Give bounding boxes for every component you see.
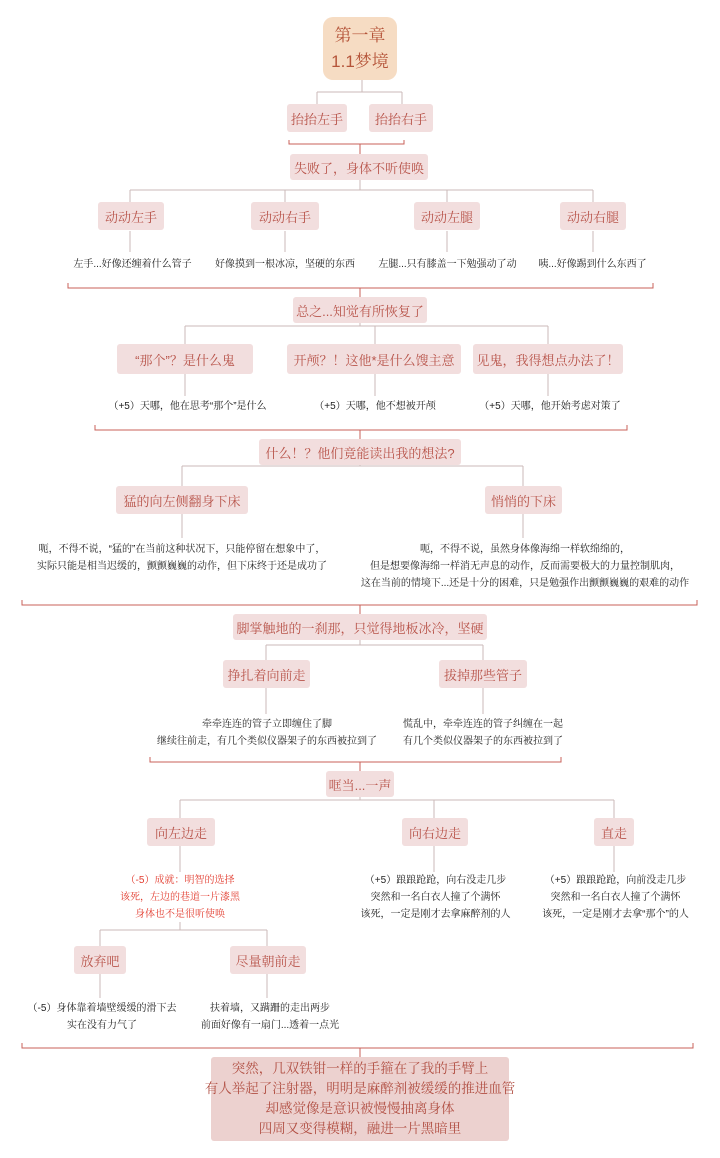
final-line-3: 却感觉像是意识被慢慢抽离身体 [265, 1101, 455, 1116]
note-go-straight: （+5）踉踉跄跄，向前没走几步 突然和一名白衣人撞了个满怀 该死，一定是刚才去拿“那个”的人 [542, 875, 689, 920]
node-roll-left: 猛的向左侧翻身下床 [116, 486, 248, 514]
note-go-right: （+5）踉踉跄跄，向右没走几步 突然和一名白衣人撞了个满怀 该死，一定是刚才去拿麻醉剂的人 [360, 875, 511, 920]
node-pull-tubes: 拔掉那些管子 [439, 660, 527, 688]
node-move-left-leg: 动动左腿 [414, 202, 480, 230]
note-right-hand: 好像摸到一根冰凉，坚硬的东西 [215, 259, 355, 270]
node-move-right-leg: 动动右腿 [560, 202, 626, 230]
node-move-left-hand: 动动左手 [98, 202, 164, 230]
final-line-4: 四周又变得模糊，融进一片黑暗里 [258, 1121, 462, 1136]
node-read-mind: 什么！？他们竟能读出我的想法? [259, 439, 461, 465]
note-give-up: （-5）身体靠着墙壁缓缓的滑下去 实在没有力气了 [27, 1003, 177, 1031]
node-cold-floor: 脚掌触地的一刹那，只觉得地板冰冷，坚硬 [233, 614, 487, 640]
node-struggle: 挣扎着向前走 [223, 660, 310, 688]
note-what-ghost: （+5）天哪，他在思考“那个”是什么 [108, 401, 267, 412]
node-kidding: 开颅？！这他*是什么馊主意 [287, 344, 461, 374]
node-go-left: 向左边走 [147, 818, 215, 846]
chapter-title-line2: 1.1梦境 [331, 51, 389, 71]
node-move-right-hand: 动动右手 [251, 202, 319, 230]
node-go-straight: 直走 [594, 818, 634, 846]
note-left-hand: 左手...好像还缠着什么管子 [73, 259, 192, 270]
node-quiet-bed: 悄悄的下床 [485, 486, 562, 514]
node-clang: 哐当...一声 [326, 771, 394, 797]
node-find-way: 见鬼，我得想点办法了！ [473, 344, 623, 374]
node-fail: 失败了，身体不听使唤 [290, 154, 428, 180]
node-go-right: 向右边走 [402, 818, 468, 846]
chapter-title [323, 17, 397, 80]
note-left-leg: 左腿...只有膝盖一下勉强动了动 [378, 259, 517, 270]
final-line-1: 突然，几双铁钳一样的手箍在了我的手臂上 [231, 1061, 489, 1076]
node-sense-recover: 总之...知觉有所恢复了 [293, 297, 427, 323]
note-struggle: 牵牵连连的管子立即缠住了脚 继续往前走，有几个类似仪器架子的东西被拉到了 [157, 719, 377, 747]
note-quiet-bed: 呃，不得不说，虽然身体像海绵一样软绵绵的， 但是想要像海绵一样消无声息的动作，反而需要极大的力量控制肌肉， 这在当前的情境下...还是十分的困难，只是勉强作出颤颤巍巍的艰难的动作 [360, 544, 690, 589]
note-go-left: （-5）成就：明智的选择 该死，左边的巷道一片漆黑 身体也不是很听使唤 [120, 875, 240, 920]
final-line-2: 有人举起了注射器，明明是麻醉剂被缓缓的推进血管 [204, 1081, 516, 1096]
chapter-title-line1: 第一章 [334, 25, 386, 45]
note-try-forward: 扶着墙，又蹒跚的走出两步 前面好像有一扇门...透着一点光 [200, 1003, 340, 1031]
node-what-ghost: “那个”？是什么鬼 [117, 344, 253, 374]
node-try-forward: 尽量朝前走 [230, 946, 306, 974]
note-kidding: （+5）天哪，他不想被开颅 [314, 401, 436, 412]
note-find-way: （+5）天哪，他开始考虑对策了 [479, 401, 621, 412]
final-scene [204, 1057, 516, 1141]
note-right-leg: 咦...好像踢到什么东西了 [538, 259, 647, 270]
node-right-hand: 抬抬右手 [369, 104, 433, 132]
note-pull-tubes: 慌乱中，牵牵连连的管子纠缠在一起 有几个类似仪器架子的东西被拉到了 [403, 719, 563, 747]
node-give-up: 放弃吧 [74, 946, 126, 974]
node-left-hand: 抬抬左手 [287, 104, 347, 132]
note-roll-left: 呃，不得不说，“猛的”在当前这种状况下，只能停留在想象中了， 实际只能是相当迟缓的，颤颤巍巍的动作，但下床终于还是成功了 [37, 544, 327, 572]
